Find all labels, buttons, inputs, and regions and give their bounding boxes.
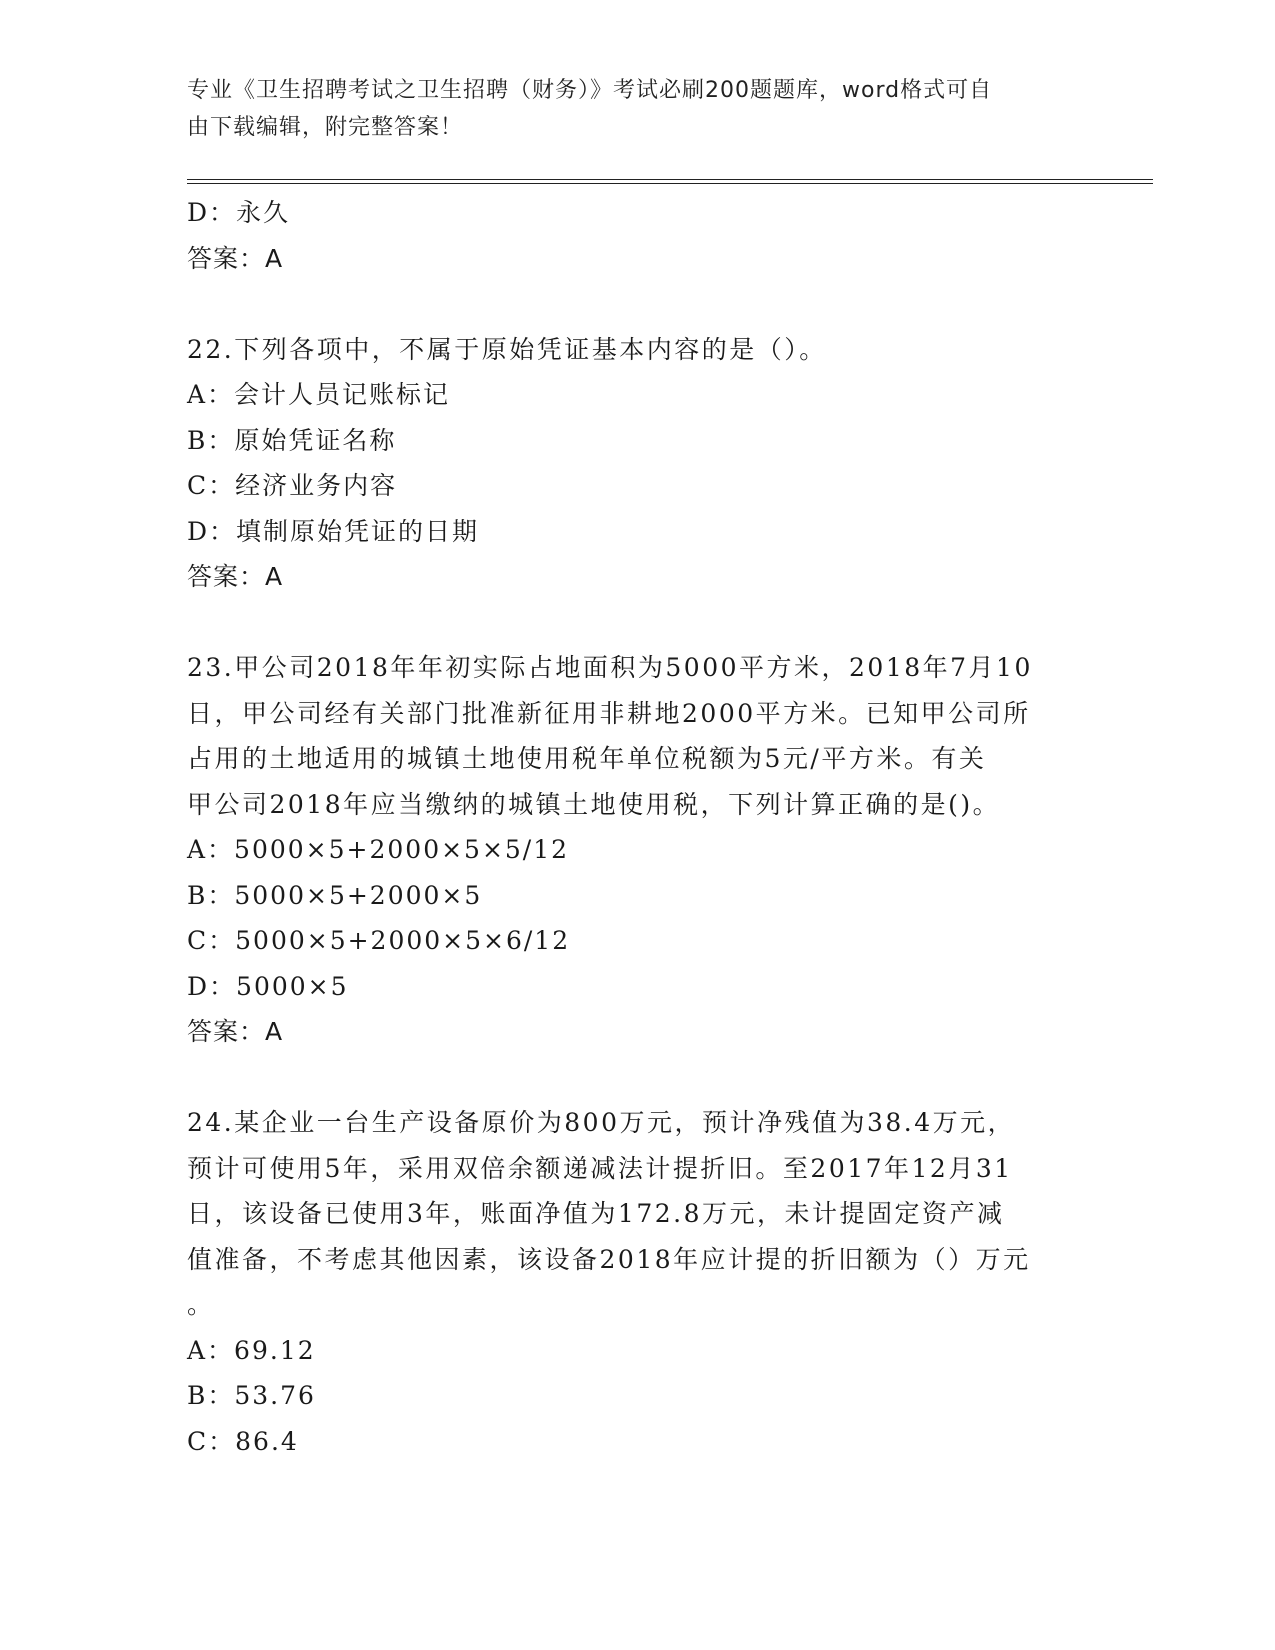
q23-stem-line-4: 甲公司2018年应当缴纳的城镇土地使用税，下列计算正确的是()。 (187, 789, 1001, 819)
q24-stem-line-5: 。 (187, 1290, 215, 1319)
q24-stem-line-3: 日，该设备已使用3年，账面净值为172.8万元，未计提固定资产减 (187, 1199, 1005, 1228)
header-line-2: 由下载编辑，附完整答案！ (187, 115, 464, 140)
question-22 (187, 327, 1087, 600)
question-21-tail (187, 190, 1087, 281)
q24-option-a: A：69.12 (187, 1335, 316, 1365)
header-divider-top (187, 179, 1153, 180)
document-body (187, 190, 1087, 1464)
q21-option-d: D：永久 (187, 198, 291, 227)
q23-option-a: A：5000×5+2000×5×5/12 (187, 835, 570, 864)
q23-stem-line-3: 占用的土地适用的城镇土地使用税年单位税额为5元/平方米。有关 (187, 744, 987, 773)
header-line-1: 专业《卫生招聘考试之卫生招聘（财务）》考试必刷200题题库，word格式可自 (187, 78, 993, 103)
spacer (187, 600, 1087, 646)
q22-option-d: D：填制原始凭证的日期 (187, 516, 480, 546)
q23-option-d: D：5000×5 (187, 971, 349, 1001)
q21-answer: 答案：A (187, 243, 284, 273)
q23-stem-line-1: 23.甲公司2018年年初实际占地面积为5000平方米，2018年7月10 (187, 653, 1033, 682)
spacer (187, 1055, 1087, 1101)
q23-answer: 答案：A (187, 1017, 284, 1046)
header-divider-bottom (187, 183, 1153, 184)
q22-option-c: C：经济业务内容 (187, 471, 398, 500)
spacer (187, 281, 1087, 327)
q23-stem-line-2: 日，甲公司经有关部门批准新征用非耕地2000平方米。已知甲公司所 (187, 698, 1031, 728)
question-23 (187, 645, 1087, 1055)
q22-option-b: B：原始凭证名称 (187, 425, 397, 455)
q22-answer: 答案：A (187, 562, 284, 591)
q24-option-c: C：86.4 (187, 1426, 299, 1456)
q24-stem-line-4: 值准备，不考虑其他因素，该设备2018年应计提的折旧额为（）万元 (187, 1244, 1031, 1274)
q24-stem-line-2: 预计可使用5年，采用双倍余额递减法计提折旧。至2017年12月31 (187, 1153, 1013, 1183)
question-24 (187, 1100, 1087, 1464)
q23-option-c: C：5000×5+2000×5×6/12 (187, 926, 571, 955)
q24-stem-line-1: 24.某企业一台生产设备原价为800万元，预计净残值为38.4万元， (187, 1108, 1016, 1137)
q22-option-a: A：会计人员记账标记 (187, 380, 451, 409)
document-header (187, 72, 1067, 146)
q23-option-b: B：5000×5+2000×5 (187, 880, 483, 910)
q24-option-b: B：53.76 (187, 1381, 316, 1410)
q22-stem: 22.下列各项中，不属于原始凭证基本内容的是（）。 (187, 334, 827, 364)
